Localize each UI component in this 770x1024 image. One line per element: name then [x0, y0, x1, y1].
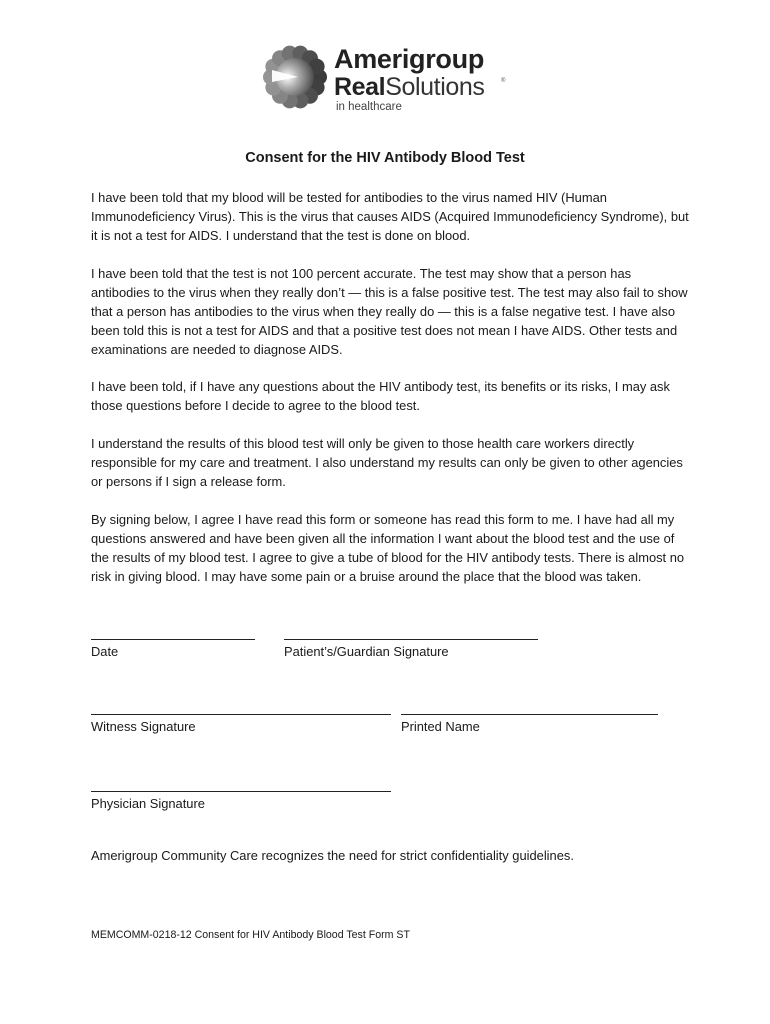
logo-registered-mark: ® — [501, 78, 506, 84]
physician-signature-label: Physician Signature — [91, 796, 205, 811]
company-logo — [262, 44, 512, 116]
logo-text-solutions: Solutions — [385, 73, 485, 101]
confidentiality-note: Amerigroup Community Care recognizes the need for strict confidentiality guidelines. — [91, 848, 574, 863]
witness-signature-line[interactable] — [91, 714, 391, 715]
logo-tagline: in healthcare — [336, 101, 402, 113]
printed-name-label: Printed Name — [401, 719, 480, 734]
document-title: Consent for the HIV Antibody Blood Test — [245, 150, 525, 166]
form-identifier: MEMCOMM-0218-12 Consent for HIV Antibody Blood Test Form ST — [91, 929, 410, 941]
logo-text-realsolutions — [334, 72, 484, 102]
physician-signature-line[interactable] — [91, 791, 391, 792]
sunburst-logo-icon — [262, 44, 328, 110]
printed-name-line[interactable] — [401, 714, 658, 715]
logo-text-real: Real — [334, 73, 386, 101]
date-label: Date — [91, 644, 119, 659]
patient-signature-label: Patient’s/Guardian Signature — [284, 644, 449, 659]
paragraph-test-description: I have been told that my blood will be tested for antibodies to the virus named HIV (Human Immunodeficiency Virus). This is the virus that causes AIDS (Acquired Immunodeficiency Syndrome), but it is not a test for AIDS. I understand that the test is done on blood. — [91, 190, 689, 243]
logo-text-amerigroup: Amerigroup — [334, 44, 485, 74]
witness-signature-label: Witness Signature — [91, 719, 196, 734]
patient-signature-line[interactable] — [284, 639, 538, 640]
paragraph-agreement: By signing below, I agree I have read this form or someone has read this form to me. I have had all my questions answered and have been given all the information I want about the blood test and the use of the results of my blood test. I agree to give a tube of blood for the HIV antibody tests. There is almost no risk in giving blood. I may have some pain or a bruise around the place that the blood was taken. — [91, 512, 685, 584]
paragraph-results-privacy: I understand the results of this blood test will only be given to those health care workers directly responsible for my care and treatment. I also understand my results can only be given to other agencies or persons if I sign a release form. — [91, 436, 683, 489]
date-line[interactable] — [91, 639, 255, 640]
paragraph-accuracy: I have been told that the test is not 100 percent accurate. The test may show that a person has antibodies to the virus when they really don’t — this is a false positive test. The test may also fail to show that a person has antibodies to the virus when they really do — this is a false negative test. I have also been told this is not a test for AIDS and that a positive test does not mean I have AIDS. Other tests and examinations are needed to diagnose AIDS. — [91, 266, 688, 357]
paragraph-questions: I have been told, if I have any questions about the HIV antibody test, its benefits or its risks, I may ask those questions before I decide to agree to the blood test. — [91, 379, 670, 413]
